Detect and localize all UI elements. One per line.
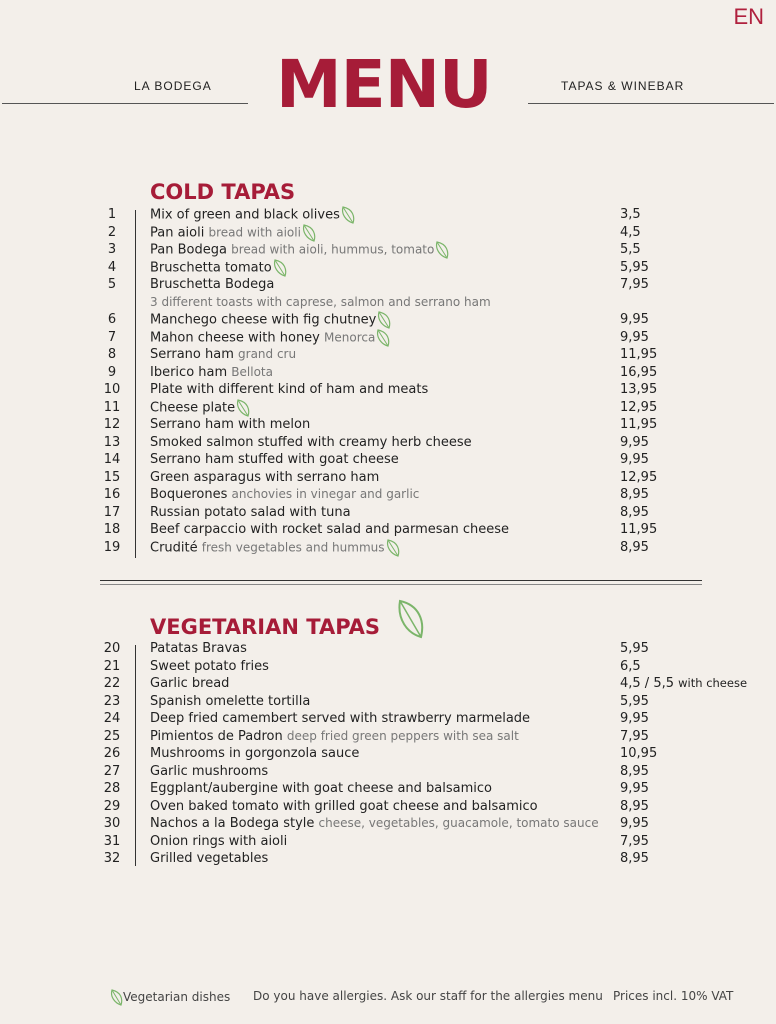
item-price-value: 7,95	[620, 277, 649, 292]
item-name-line	[150, 381, 428, 399]
item-number: 31	[103, 833, 121, 849]
item-name: Serrano ham with melon	[150, 417, 311, 432]
vegetarian-tapas-title-text: VEGETARIAN TAPAS	[150, 615, 381, 639]
item-price-value: 12,95	[620, 399, 658, 415]
item-name: Serrano ham stuffed with goat cheese	[150, 452, 399, 467]
item-name-line	[150, 346, 296, 364]
menu-item	[0, 399, 776, 417]
item-price	[620, 728, 649, 746]
leaf-icon	[376, 329, 390, 347]
item-name-line	[150, 259, 287, 277]
item-price-value: 10,95	[620, 746, 658, 761]
vat-notice: Prices incl. 10% VAT	[613, 989, 734, 1003]
item-number: 22	[103, 676, 121, 691]
item-number: 18	[103, 522, 121, 537]
menu-item	[0, 521, 776, 539]
item-name: Sweet potato fries	[150, 658, 269, 674]
item-name: Pimientos de Padron	[150, 728, 283, 744]
item-price	[620, 311, 649, 329]
item-name-line	[150, 745, 359, 763]
menu-item	[0, 710, 776, 728]
item-name-line	[150, 241, 449, 259]
item-name-line	[150, 311, 391, 329]
item-name-line	[150, 693, 310, 711]
menu-item	[0, 693, 776, 711]
item-number: 12	[103, 417, 121, 432]
menu-item	[0, 486, 776, 504]
menu-item	[0, 763, 776, 781]
item-price	[620, 346, 657, 364]
menu-item	[0, 346, 776, 364]
leaf-icon	[273, 259, 287, 277]
item-price-value: 4,5	[620, 224, 641, 240]
item-name: Bruschetta tomato	[150, 260, 272, 275]
item-name: Smoked salmon stuffed with creamy herb cheese	[150, 434, 472, 450]
leaf-icon	[110, 989, 123, 1006]
menu-item	[0, 206, 776, 224]
item-name-line	[150, 780, 492, 798]
item-number: 11	[103, 399, 121, 415]
item-name-line	[150, 224, 316, 242]
item-name: Mahon cheese with honey	[150, 330, 320, 345]
item-name: Eggplant/aubergine with goat cheese and balsamico	[150, 781, 493, 796]
item-number: 16	[103, 487, 121, 502]
item-name-line	[150, 329, 390, 347]
item-description: cheese, vegetables, guacamole, tomato sauce	[318, 816, 599, 830]
item-price	[620, 241, 641, 259]
item-description: deep fried green peppers with sea salt	[286, 728, 519, 743]
item-price	[620, 399, 657, 417]
item-name-line	[150, 850, 268, 868]
item-description: fresh vegetables and hummus	[201, 540, 385, 554]
item-price	[620, 486, 649, 504]
item-name-line	[150, 434, 472, 452]
item-price	[620, 693, 649, 711]
item-name: Garlic bread	[150, 676, 230, 691]
item-number: 26	[103, 746, 121, 761]
item-price-value: 5,95	[620, 259, 649, 275]
menu-item	[0, 364, 776, 382]
item-number: 28	[103, 781, 121, 796]
item-price	[620, 710, 649, 728]
item-name-line	[150, 728, 519, 746]
item-number: 4	[107, 259, 117, 275]
menu-item	[0, 539, 776, 557]
cold-tapas-title: COLD TAPAS	[150, 180, 296, 204]
item-name-line	[150, 675, 229, 693]
restaurant-tagline: TAPAS & WINEBAR	[561, 79, 685, 93]
menu-item	[0, 329, 776, 347]
item-price-value: 6,5	[620, 658, 641, 674]
item-name: Plate with different kind of ham and meats	[150, 382, 429, 397]
menu-item	[0, 241, 776, 259]
item-price	[620, 850, 649, 868]
item-name-line	[150, 451, 399, 469]
item-name: Deep fried camembert served with strawberry marmelade	[150, 711, 531, 726]
item-name-line	[150, 399, 250, 417]
item-price-value: 5,95	[620, 693, 649, 709]
header-rule-left	[2, 103, 248, 104]
item-name-line	[150, 833, 287, 851]
item-name-line	[150, 539, 400, 557]
leaf-icon	[386, 539, 400, 557]
item-name-line	[150, 364, 273, 382]
leaf-icon	[236, 399, 250, 417]
item-number: 19	[103, 539, 121, 555]
item-price-value: 9,95	[620, 711, 649, 726]
menu-item	[0, 276, 776, 294]
menu-item	[0, 815, 776, 833]
item-price-value: 8,95	[620, 504, 649, 520]
item-price	[620, 798, 649, 816]
item-price-value: 7,95	[620, 833, 649, 849]
item-name: Mix of green and black olives	[150, 207, 340, 223]
item-number: 2	[107, 224, 117, 240]
section-divider	[100, 580, 702, 581]
item-price-value: 9,95	[620, 816, 649, 831]
item-price-value: 8,95	[620, 798, 649, 814]
item-name-line	[150, 276, 274, 294]
item-number: 14	[103, 452, 121, 467]
item-price	[620, 521, 657, 539]
item-price-value: 12,95	[620, 469, 658, 485]
veg-legend	[109, 989, 230, 1006]
header-rule-right	[528, 103, 774, 104]
item-name-line	[150, 763, 268, 781]
item-price	[620, 640, 649, 658]
item-price	[620, 658, 641, 676]
item-description: grand cru	[238, 347, 297, 361]
item-price-value: 7,95	[620, 728, 649, 744]
item-price	[620, 833, 649, 851]
leaf-icon	[341, 206, 355, 224]
item-price	[620, 763, 649, 781]
item-number: 29	[103, 798, 121, 814]
item-name: Iberico ham	[150, 364, 228, 380]
item-price-value: 11,95	[620, 522, 658, 537]
menu-item	[0, 798, 776, 816]
item-name: Serrano ham	[150, 347, 234, 362]
item-price	[620, 469, 657, 487]
item-number: 20	[103, 641, 121, 656]
item-name-line	[150, 469, 379, 487]
veg-legend-label: Vegetarian dishes	[123, 990, 231, 1004]
item-price	[620, 675, 747, 693]
item-name: Pan Bodega	[150, 242, 227, 258]
item-number: 1	[107, 207, 117, 222]
item-number: 15	[103, 469, 121, 485]
menu-item	[0, 451, 776, 469]
item-name-line	[150, 206, 355, 224]
item-price	[620, 434, 649, 452]
item-name-line	[150, 521, 509, 539]
item-number: 17	[103, 504, 121, 520]
item-price	[620, 780, 649, 798]
item-description: anchovies in vinegar and garlic	[231, 487, 420, 501]
item-name: Crudité	[150, 540, 198, 555]
item-name-line	[150, 658, 269, 676]
item-price-value: 8,95	[620, 539, 649, 555]
item-name: Patatas Bravas	[150, 641, 247, 656]
item-name-line	[150, 640, 247, 658]
item-name-line	[150, 815, 599, 833]
item-name: Boquerones	[150, 487, 228, 502]
menu-item	[0, 224, 776, 242]
item-number: 6	[107, 312, 117, 327]
item-name: Onion rings with aioli	[150, 833, 288, 849]
item-price-value: 9,95	[620, 329, 649, 345]
item-number: 25	[103, 728, 121, 744]
menu-item	[0, 675, 776, 693]
item-name: Green asparagus with serrano ham	[150, 469, 380, 485]
item-price-value: 11,95	[620, 347, 658, 362]
page-title: MENU	[276, 46, 492, 123]
item-number: 7	[107, 329, 117, 345]
item-name: Cheese plate	[150, 400, 236, 415]
menu-item	[0, 311, 776, 329]
item-price	[620, 504, 649, 522]
menu-item	[0, 850, 776, 868]
leaf-icon	[302, 224, 316, 242]
item-description: 3 different toasts with caprese, salmon and serrano ham	[150, 294, 491, 309]
item-price-value: 5,5	[620, 242, 641, 257]
item-name-line	[150, 416, 310, 434]
restaurant-name: LA BODEGA	[134, 79, 212, 93]
item-number: 23	[103, 693, 121, 709]
item-price	[620, 276, 649, 294]
item-name: Beef carpaccio with rocket salad and parmesan cheese	[150, 522, 510, 537]
leaf-icon	[435, 241, 449, 259]
item-price	[620, 539, 649, 557]
item-price	[620, 206, 641, 224]
item-number: 32	[103, 851, 121, 866]
item-name-line	[150, 504, 351, 522]
menu-item	[0, 745, 776, 763]
item-number: 3	[107, 242, 117, 257]
item-number: 30	[103, 816, 121, 831]
item-price-value: 9,95	[620, 781, 649, 796]
item-price	[620, 259, 649, 277]
language-selector[interactable]: EN	[733, 4, 764, 29]
item-price-value: 11,95	[620, 417, 658, 432]
item-price-value: 3,5	[620, 207, 641, 222]
item-number: 9	[107, 364, 117, 380]
vegetarian-tapas-title	[150, 617, 380, 638]
item-price-note: with cheese	[678, 676, 748, 690]
item-price-value: 4,5 / 5,5	[620, 676, 674, 691]
leaf-icon	[397, 599, 424, 645]
item-price-value: 5,95	[620, 641, 649, 656]
item-price	[620, 364, 657, 382]
item-price	[620, 224, 641, 242]
menu-item	[0, 833, 776, 851]
item-price	[620, 815, 649, 833]
item-price	[620, 416, 657, 434]
item-number: 27	[103, 763, 121, 779]
item-price	[620, 381, 657, 399]
menu-item	[0, 504, 776, 522]
item-name-line	[150, 294, 491, 312]
item-description: Bellota	[231, 364, 273, 379]
item-name: Manchego cheese with fig chutney	[150, 312, 377, 328]
item-price-value: 9,95	[620, 434, 649, 450]
item-number: 10	[103, 382, 121, 397]
item-number: 24	[103, 711, 121, 726]
item-price-value: 8,95	[620, 487, 649, 502]
item-number: 13	[103, 434, 121, 450]
item-name-line	[150, 486, 419, 504]
item-name: Garlic mushrooms	[150, 763, 269, 779]
item-price-value: 13,95	[620, 382, 658, 397]
item-name: Pan aioli	[150, 225, 205, 240]
menu-item	[0, 640, 776, 658]
item-price-value: 8,95	[620, 763, 649, 779]
menu-item	[0, 469, 776, 487]
item-name-line	[150, 710, 530, 728]
item-description: Menorca	[324, 330, 376, 344]
item-name: Mushrooms in gorgonzola sauce	[150, 746, 360, 761]
menu-item	[0, 259, 776, 277]
item-price-value: 16,95	[620, 364, 658, 380]
menu-item	[0, 780, 776, 798]
item-price	[620, 451, 649, 469]
item-name: Grilled vegetables	[150, 851, 269, 866]
item-name: Bruschetta Bodega	[150, 277, 275, 292]
menu-item	[0, 434, 776, 452]
item-name: Russian potato salad with tuna	[150, 504, 351, 520]
item-price-value: 8,95	[620, 851, 649, 866]
item-name-line	[150, 798, 538, 816]
menu-item	[0, 728, 776, 746]
leaf-icon	[377, 311, 391, 329]
item-description: bread with aioli	[208, 225, 301, 239]
menu-item	[0, 294, 776, 312]
item-name: Spanish omelette tortilla	[150, 693, 311, 709]
item-name: Oven baked tomato with grilled goat cheese and balsamico	[150, 798, 538, 814]
menu-item	[0, 381, 776, 399]
item-name: Nachos a la Bodega style	[150, 816, 315, 831]
item-number: 21	[103, 658, 121, 674]
item-number: 8	[107, 347, 117, 362]
item-price-value: 9,95	[620, 452, 649, 467]
item-price	[620, 329, 649, 347]
menu-item	[0, 416, 776, 434]
item-number: 5	[107, 277, 117, 292]
item-price-value: 9,95	[620, 312, 649, 327]
item-description: bread with aioli, hummus, tomato	[231, 242, 435, 257]
menu-item	[0, 658, 776, 676]
section-divider-thin	[100, 584, 702, 585]
allergies-notice: Do you have allergies. Ask our staff for the allergies menu	[253, 989, 603, 1003]
item-price	[620, 745, 657, 763]
